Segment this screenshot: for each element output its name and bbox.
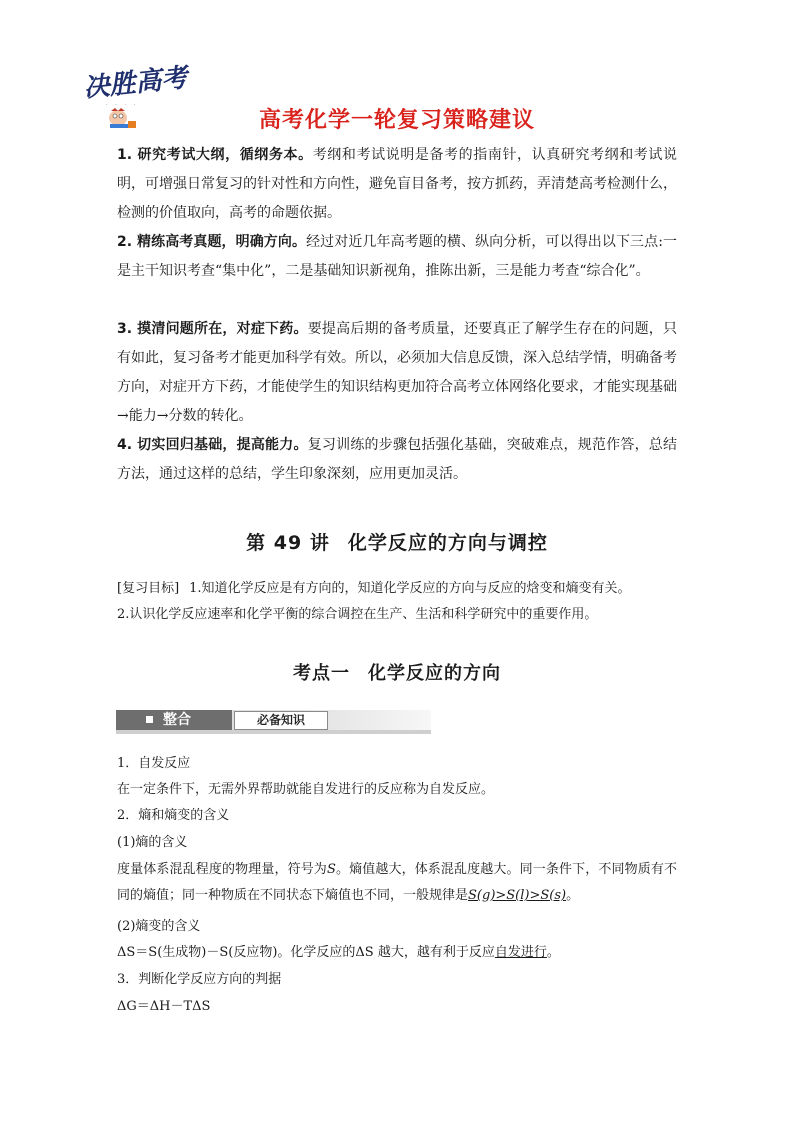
page-title: 高考化学一轮复习策略建议	[258, 108, 535, 133]
svg-text:· · · ·: · · · ·	[106, 102, 139, 108]
paragraph-1: 在一定条件下，无需外界帮助就能自发进行的反应称为自发反应。	[117, 782, 495, 797]
spontaneous-phrase: 自发进行	[494, 945, 547, 960]
heading-3: 3．判断化学反应方向的判据	[117, 972, 282, 987]
heading-1: 1．自发反应	[117, 756, 191, 771]
lecture-topic: 化学反应的方向与调控	[347, 532, 548, 554]
paragraph-3	[117, 940, 677, 966]
section-bar	[116, 710, 431, 734]
strategy-body: 复习训练的步骤包括强化基础，突破难点，规范作答，总结方法，通过这样的总结，学生印象深刻，应用更加灵活。	[117, 437, 678, 482]
review-goal-item: 1.知道化学反应是有方向的，知道化学反应的方向与反应的焓变和熵变有关。	[189, 581, 631, 596]
strategy-lead: 2. 精练高考真题，明确方向。	[117, 234, 307, 250]
square-bullet-icon	[146, 716, 153, 723]
paragraph-2	[117, 857, 677, 909]
section-bar-main-label: 整合	[163, 712, 191, 728]
section-bar-stripe	[116, 730, 431, 734]
paragraph-2-text: 。	[566, 888, 580, 903]
section-bar-tab: 必备知识	[234, 711, 328, 730]
strategy-2	[117, 228, 677, 286]
strategy-3	[117, 315, 677, 431]
strategy-body: 考纲和考试说明是备考的指南针，认真研究考纲和考试说明，可增强日常复习的针对性和方向性，避免盲目备考，按方抓药，弄清楚高考检测什么，检测的价值取向，高考的命题依据。	[117, 147, 677, 221]
strategy-body: 经过对近几年高考题的横、纵向分析，可以得出以下三点:一是主干知识考查“集中化”，二是基础知识新视角，推陈出新，三是能力考查“综合化”。	[117, 234, 678, 279]
paragraph-3-text: 。	[546, 945, 560, 960]
point-title	[0, 659, 794, 685]
point-label: 考点一	[293, 663, 350, 684]
strategy-body: 要提高后期的备考质量，还要真正了解学生存在的问题，只有如此，复习备考才能更加科学有效。所以，必须加大信息反馈，深入总结学情，明确备考方向，对症开方下药，才能使学生的知识结构更加符合高考立体网络化要求，才能实现基础→能力→分数的转化。	[117, 321, 678, 424]
lecture-number: 第 49 讲	[246, 532, 330, 554]
point-topic: 化学反应的方向	[368, 663, 501, 684]
heading-2b: (2)熵变的含义	[117, 919, 201, 934]
review-goal-line-2: 2.认识化学反应速率和化学平衡的综合调控在生产、生活和科学研究中的重要作用。	[117, 607, 598, 622]
entropy-order: S(g)>S(l)>S(s)	[468, 888, 567, 903]
lecture-title	[0, 528, 794, 555]
strategy-lead: 1. 研究考试大纲，循纲务本。	[117, 147, 313, 163]
strategy-lead: 3. 摸清问题所在，对症下药。	[117, 321, 308, 337]
section-bar-main	[116, 710, 232, 730]
review-goal-tag: [复习目标]	[117, 581, 180, 596]
paragraph-2-text: 。熵值越大，体系混乱度越大。同一条件下，不同物质有不同的熵值；同一种物质在不同状态下熵值也不同，一般规律是	[117, 862, 677, 903]
strategy-4	[117, 431, 677, 489]
review-goal-line-1	[117, 576, 677, 602]
heading-2a: (1)熵的含义	[117, 835, 188, 850]
heading-2: 2．熵和熵变的含义	[117, 808, 230, 823]
paragraph-3-text: ΔS＝S(生成物)－S(反应物)。化学反应的ΔS 越大，越有利于反应	[117, 945, 495, 960]
paragraph-2-text: 度量体系混乱程度的物理量，符号为	[117, 862, 327, 877]
entropy-symbol: S	[326, 862, 336, 877]
strategy-1	[117, 141, 677, 228]
gibbs-formula: ΔG＝ΔH－TΔS	[117, 999, 211, 1014]
strategy-lead: 4. 切实回归基础，提高能力。	[117, 437, 308, 453]
logo-wordmark: 决胜高考	[82, 63, 189, 104]
